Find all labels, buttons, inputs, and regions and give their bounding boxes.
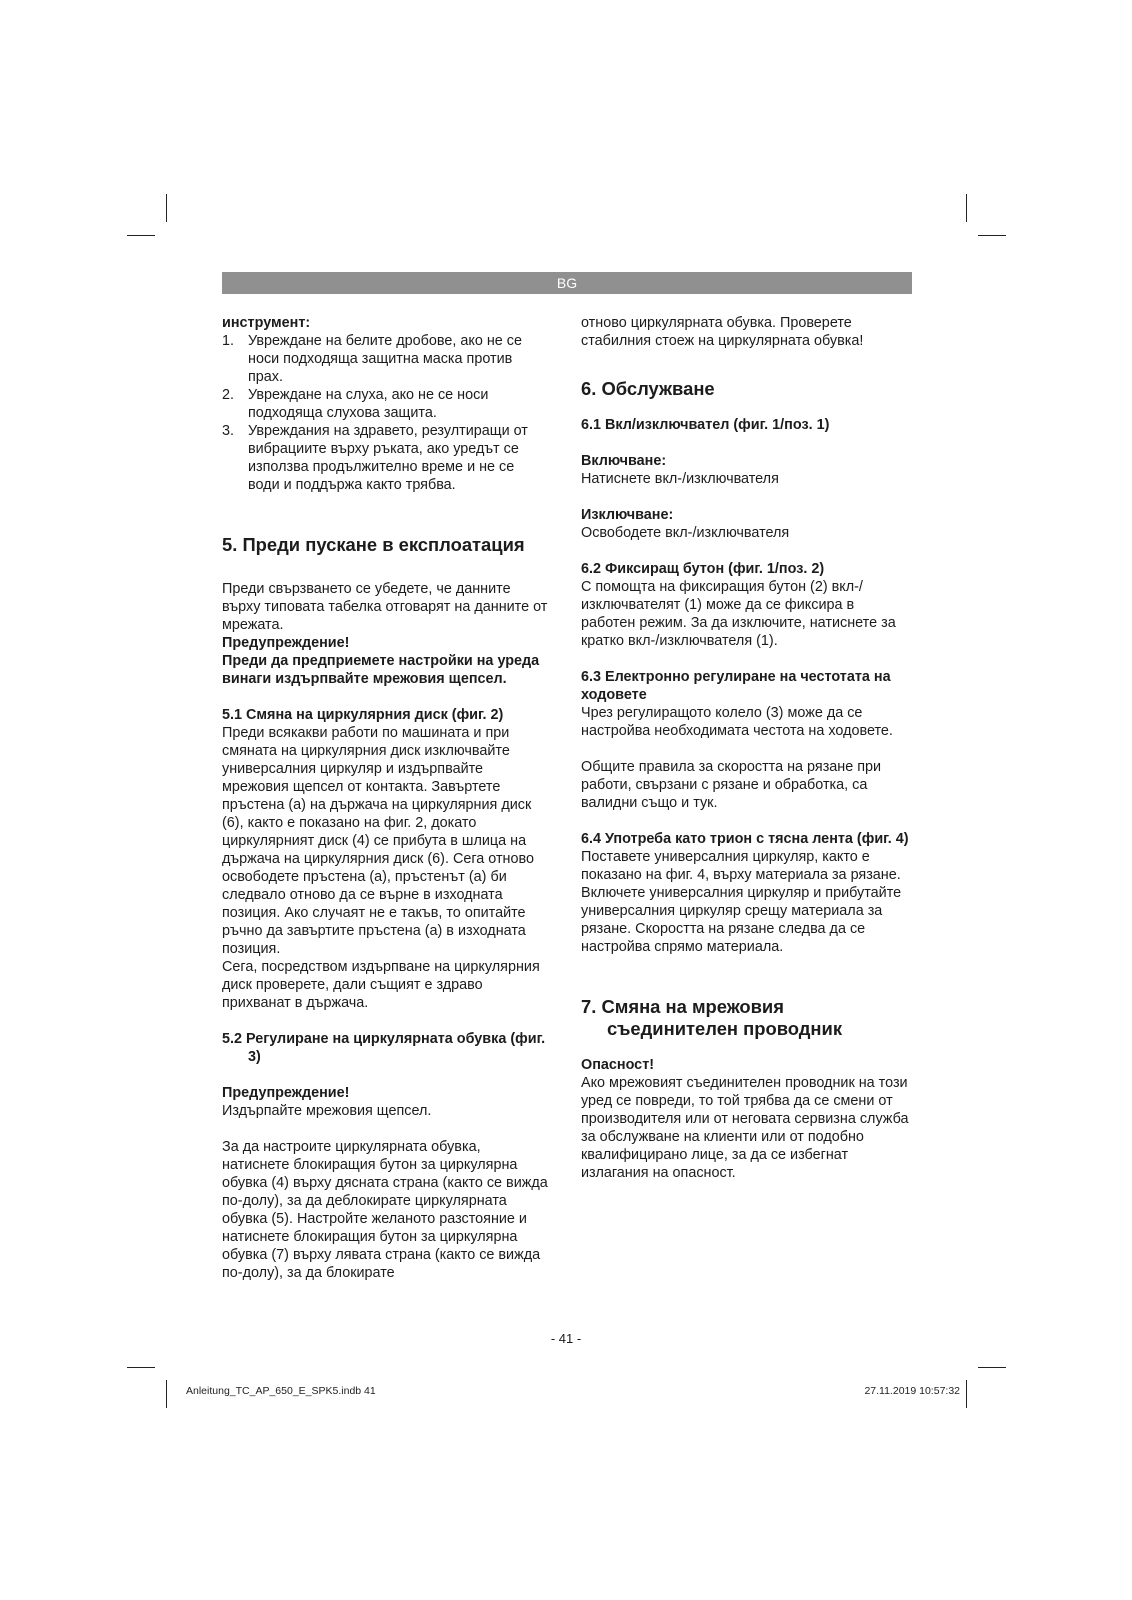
- danger-text: Ако мрежовият съединителен проводник на този уред се повреди, то той трябва да се смени от производителя или от неговата сервизна служба за обслужване на клиенти или от подобно квалифицирано лице, за да се избегнат излагания на опасност.: [581, 1075, 909, 1181]
- crop-mark-top-right-horizontal: [978, 235, 1006, 236]
- switch-off-label: Изключване:: [581, 507, 674, 523]
- list-intro: инструмент:: [222, 315, 311, 331]
- crop-mark-top-right-vertical: [966, 194, 967, 222]
- section-5-paragraph: Преди свързването се убедете, че данните върху типовата табелка отговарят на данните от мрежата.: [222, 581, 548, 633]
- section-5-2-warning-label: Предупреждение!: [222, 1085, 350, 1101]
- section-6-4-paragraph: Поставете универсалния циркуляр, както е показано на фиг. 4, върху материала за рязане. Включете универсалния циркуляр и прибутайте универсалния циркуляр срещу материала за рязане. Скоростта на рязане следва да се настройва спрямо материала.: [581, 849, 902, 955]
- list-item: 1. Увреждане на белите дробове, ако не се носи подходяща защитна маска против прах.: [222, 333, 522, 385]
- crop-mark-bottom-left-vertical: [166, 1380, 167, 1408]
- section-7-heading: 7. Смяна на мрежовия съединителен проводник: [581, 996, 843, 1039]
- section-6-1-heading: 6.1 Вкл/изключвател (фиг. 1/поз. 1): [581, 417, 830, 433]
- section-5-warning-text: Преди да предприемете настройки на уреда винаги издърпвайте мрежовия щепсел.: [222, 653, 540, 687]
- section-6-3-paragraph-2: Общите правила за скоростта на рязане при работи, свързани с рязане и обработка, са валидни също и тук.: [581, 759, 882, 811]
- switch-on-label: Включване:: [581, 453, 667, 469]
- print-slug-date: 27.11.2019 10:57:32: [864, 1385, 960, 1397]
- right-column: [581, 314, 911, 1182]
- print-slug-file: Anleitung_TC_AP_650_E_SPK5.indb 41: [186, 1385, 376, 1397]
- section-5-1-paragraph-2: Сега, посредством издърпване на циркулярния диск проверете, дали същият е здраво прихванат в държача.: [222, 959, 540, 1011]
- section-5-1-paragraph: Преди всякакви работи по машината и при смяната на циркулярния диск изключвайте универсалния циркуляр и издърпвайте мрежовия щепсел от контакта. Завъртете пръстена (а) на държача на циркулярния диск (6), както е показано на фиг. 2, докато циркулярният диск (4) се прибута в шлица на държача на циркулярния диск (6). Сега отново освободете пръстена (а), пръстенът (а) би следвало отново да се върне в изходната позиция. Ако случаят не е такъв, то опитайте ръчно да завъртите пръстена (а) в изходната позиция.: [222, 725, 534, 957]
- switch-off-text: Освободете вкл-/изключвателя: [581, 525, 790, 541]
- section-6-3-paragraph: Чрез регулиращото колело (3) може да се настройва необходимата честота на ходовете.: [581, 705, 893, 739]
- section-5-1-heading: 5.1 Смяна на циркулярния диск (фиг. 2): [222, 707, 504, 723]
- crop-mark-top-left-horizontal: [127, 235, 155, 236]
- crop-mark-bottom-left-horizontal: [127, 1367, 155, 1368]
- crop-mark-top-left-vertical: [166, 194, 167, 222]
- continued-paragraph: отново циркулярната обувка. Проверете стабилния стоеж на циркулярната обувка!: [581, 315, 864, 349]
- risk-list: [222, 332, 548, 494]
- section-6-3-heading: 6.3 Електронно регулиране на честотата на ходовете: [581, 669, 891, 703]
- section-5-heading: 5. Преди пускане в експлоатация: [222, 534, 525, 555]
- crop-mark-bottom-right-horizontal: [978, 1367, 1006, 1368]
- list-item: 3. Увреждания на здравето, резултиращи от вибрациите върху ръката, ако уредът се използва продължително време и не се води и поддържа както трябва.: [222, 423, 528, 493]
- list-item: 2. Увреждане на слуха, ако не се носи подходяща слухова защита.: [222, 387, 489, 421]
- switch-on-text: Натиснете вкл-/изключвателя: [581, 471, 779, 487]
- section-5-2-heading: 5.2 Регулиране на циркулярната обувка (фиг. 3): [222, 1031, 546, 1065]
- section-5-2-paragraph: За да настроите циркулярната обувка, натиснете блокиращия бутон за циркулярна обувка (4) върху дясната страна (както се вижда по-долу), за да деблокирате циркулярната обувка (5). Настройте желаното разстояние и натиснете блокиращия бутон за циркулярна обувка (7) върху лявата страна (както се вижда по-долу), за да блокирате: [222, 1139, 548, 1281]
- section-6-2-heading: 6.2 Фиксиращ бутон (фиг. 1/поз. 2): [581, 561, 825, 577]
- section-5-warning-label: Предупреждение!: [222, 635, 350, 651]
- section-6-heading: 6. Обслужване: [581, 378, 715, 399]
- section-5-2-warning-text: Издърпайте мрежовия щепсел.: [222, 1103, 432, 1119]
- page-number: - 41 -: [550, 1331, 582, 1346]
- section-6-2-paragraph: С помощта на фиксиращия бутон (2) вкл-/изключвателят (1) може да се фиксира в работен режим. За да изключите, натиснете за кратко вкл-/изключвателя (1).: [581, 579, 896, 649]
- language-header-bar: [222, 272, 912, 294]
- danger-label: Опасност!: [581, 1057, 655, 1073]
- left-column: [222, 314, 548, 1282]
- language-code: BG: [556, 275, 578, 291]
- section-6-4-heading: 6.4 Употреба като трион с тясна лента (фиг. 4): [581, 831, 909, 847]
- crop-mark-bottom-right-vertical: [966, 1380, 967, 1408]
